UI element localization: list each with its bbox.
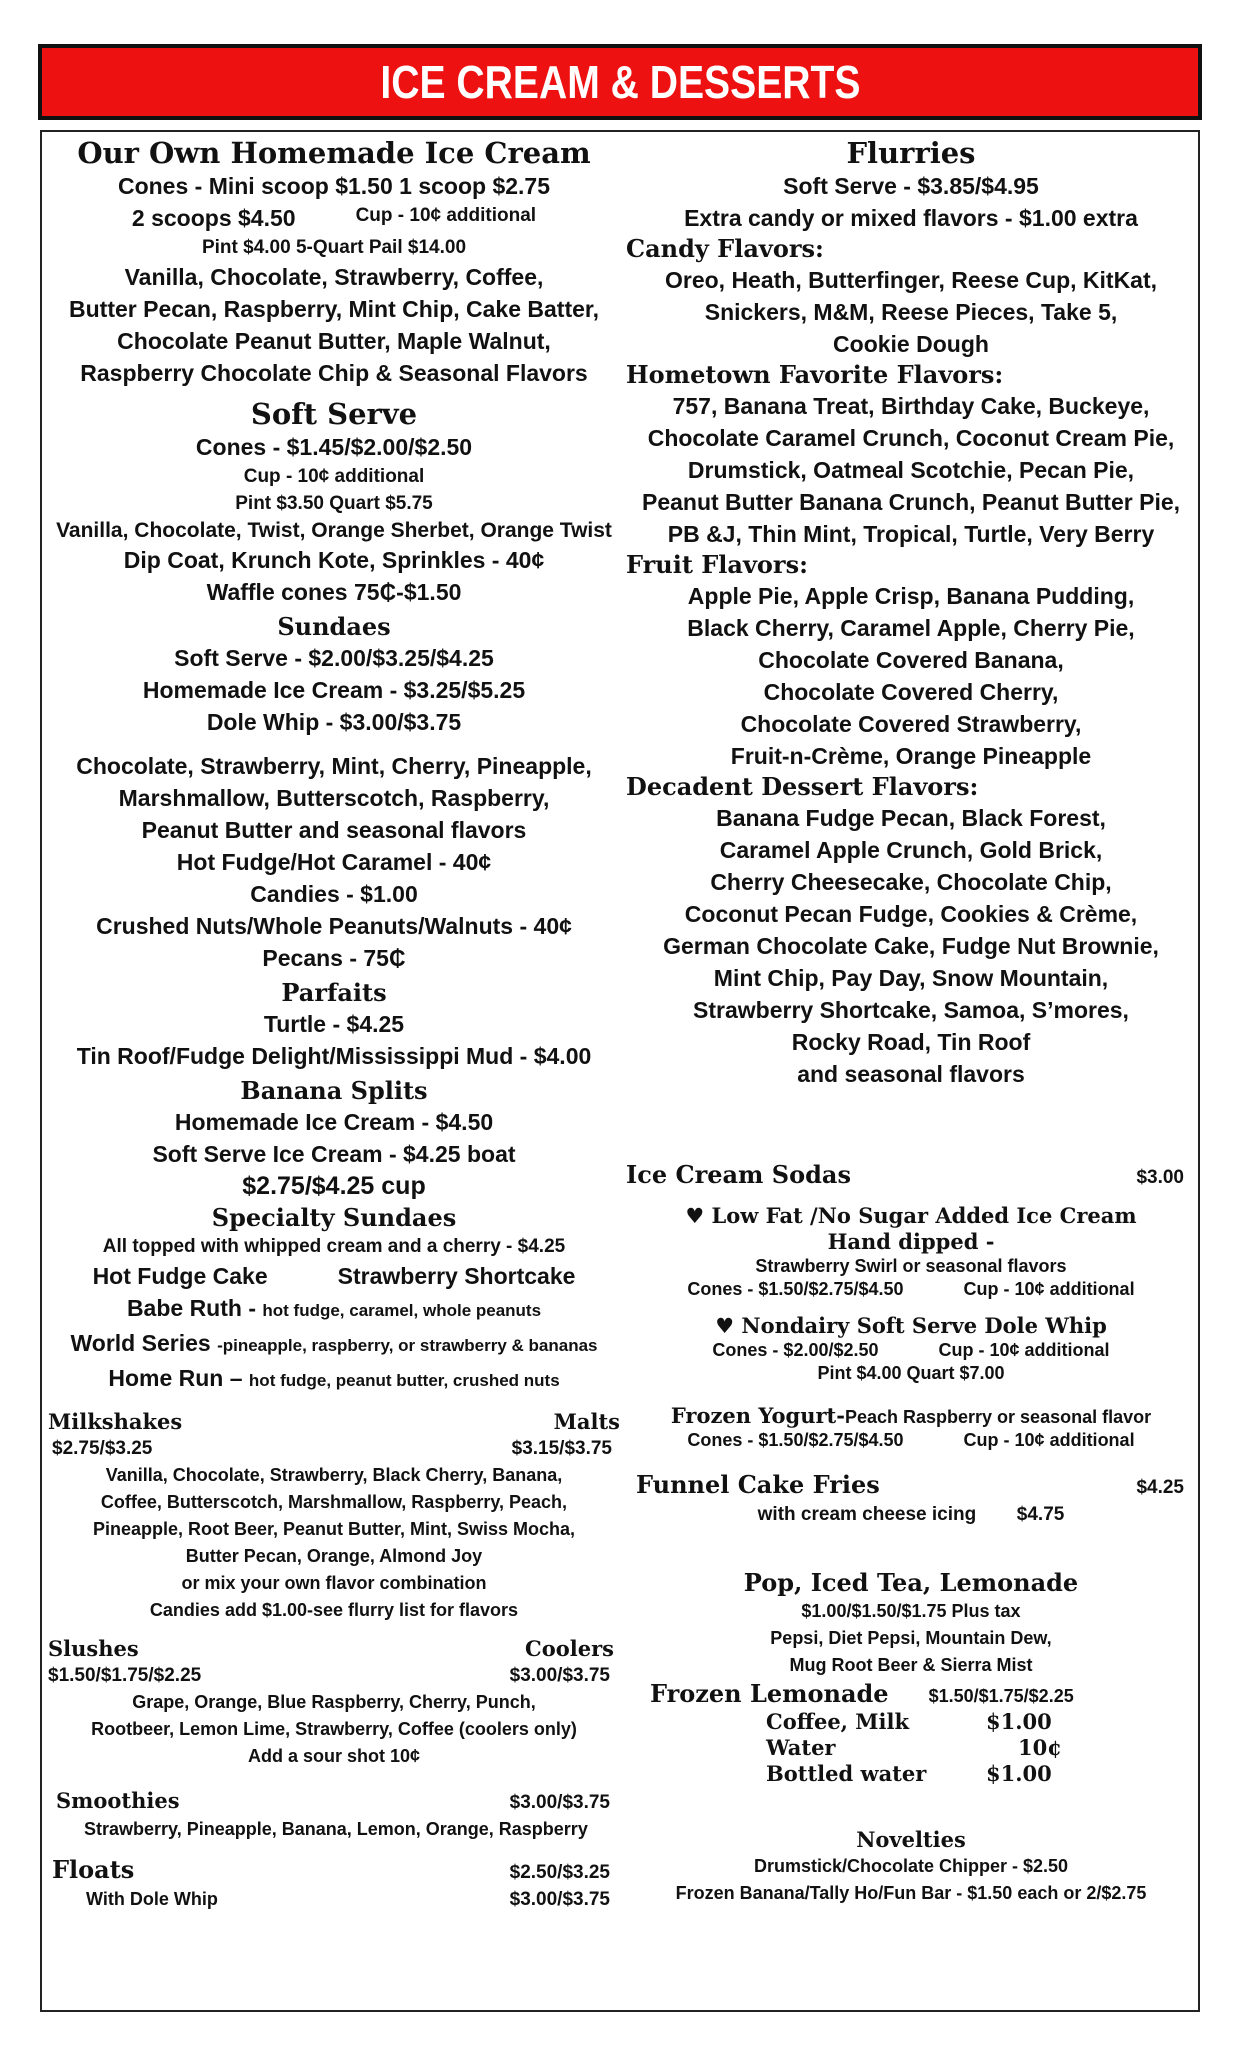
drink-name: Bottled water [766, 1761, 927, 1786]
hometown-line: PB &J, Thin Mint, Tropical, Turtle, Very Berry [667, 521, 1155, 547]
hot-fudge-cake: Hot Fudge Cake [92, 1263, 268, 1289]
fruit-line: Black Cherry, Caramel Apple, Cherry Pie, [687, 615, 1135, 641]
soft-serve-cones: Cones - $1.45/$2.00/$2.50 [195, 434, 473, 460]
frozen-lemonade-title: Frozen Lemonade [650, 1679, 889, 1708]
candy-line: Snickers, M&M, Reese Pieces, Take 5, [704, 299, 1118, 325]
soft-serve-dip: Dip Coat, Krunch Kote, Sprinkles - 40¢ [123, 547, 545, 573]
nondairy-title-text: Nondairy Soft Serve Dole Whip [741, 1313, 1107, 1338]
nondairy-prices [626, 1339, 1196, 1362]
homemade-title: Our Own Homemade Ice Cream [77, 136, 591, 170]
slush-line: Rootbeer, Lemon Lime, Strawberry, Coffee (coolers only) [91, 1719, 577, 1739]
decadent-line: Cherry Cheesecake, Chocolate Chip, [710, 869, 1112, 895]
sundaes-section [44, 612, 624, 974]
milkshake-line: Pineapple, Root Beer, Peanut Butter, Mint, Swiss Mocha, [92, 1519, 576, 1539]
hometown-line: Drumstick, Oatmeal Scotchie, Pecan Pie, [687, 457, 1135, 483]
soft-serve-title: Soft Serve [250, 397, 418, 431]
sundae-topping-line: Peanut Butter and seasonal flavors [141, 817, 527, 843]
milkshake-line: Butter Pecan, Orange, Almond Joy [185, 1546, 483, 1566]
hometown-line: Peanut Butter Banana Crunch, Peanut Butter Pie, [641, 489, 1181, 515]
milkshake-line: Coffee, Butterscotch, Marshmallow, Raspberry, Peach, [100, 1492, 568, 1512]
pop-line: Mug Root Beer & Sierra Mist [789, 1655, 1033, 1675]
home-run-desc: hot fudge, peanut butter, crushed nuts [248, 1371, 560, 1390]
yogurt-title-line [626, 1403, 1196, 1429]
soft-serve-section [44, 397, 624, 608]
floats-section [44, 1855, 624, 1913]
sundae-topping-line: Marshmallow, Butterscotch, Raspberry, [118, 785, 550, 811]
sundae-price-line: Soft Serve - $2.00/$3.25/$4.25 [174, 645, 494, 671]
fruit-title: Fruit Flavors: [626, 550, 808, 579]
candy-section [626, 234, 1196, 360]
heart-icon: ♥ [685, 1203, 705, 1228]
lowfat-title-text: Low Fat /No Sugar Added Ice Cream [711, 1203, 1137, 1228]
specialty-pair [44, 1260, 624, 1292]
flurries-title: Flurries [846, 136, 976, 170]
smoothie-line: Strawberry, Pineapple, Banana, Lemon, Orange, Raspberry [84, 1819, 588, 1839]
title-banner [38, 44, 1202, 120]
lowfat-section [626, 1203, 1196, 1301]
drink-row [766, 1709, 1196, 1735]
fruit-line: Chocolate Covered Cherry, [763, 679, 1059, 705]
fruit-line: Fruit-n-Crème, Orange Pineapple [730, 743, 1092, 769]
lowfat-prices [626, 1278, 1196, 1301]
nondairy-cones: Cones - $2.00/$2.50 [712, 1340, 879, 1360]
funnel-icing: with cream cheese icing [757, 1504, 977, 1525]
decadent-section [626, 772, 1196, 1090]
banana-split-line: Soft Serve Ice Cream - $4.25 boat [152, 1141, 516, 1167]
candy-line: Cookie Dough [833, 331, 989, 357]
milkshakes-section [44, 1409, 624, 1624]
funnel-icing-line [626, 1501, 1196, 1528]
home-run-line [44, 1362, 624, 1397]
drinks-list [626, 1709, 1196, 1787]
floats-price: $2.50/$3.25 [509, 1862, 610, 1883]
soft-serve-pint: Pint $3.50 Quart $5.75 [235, 493, 433, 514]
soft-serve-flavors: Vanilla, Chocolate, Twist, Orange Sherbet, Orange Twist [56, 519, 612, 542]
drink-name: Coffee, Milk [766, 1709, 910, 1734]
banana-split-line: Homemade Ice Cream - $4.50 [174, 1109, 494, 1135]
malts-price: $3.15/$3.75 [511, 1438, 612, 1459]
world-series-desc: -pineapple, raspberry, or strawberry & bananas [217, 1336, 598, 1355]
drink-row [766, 1735, 1196, 1761]
homemade-flavor-line: Butter Pecan, Raspberry, Mint Chip, Cake Batter, [69, 296, 599, 322]
drink-row [766, 1761, 1196, 1787]
lowfat-cup: Cup - 10¢ additional [963, 1279, 1135, 1299]
parfaits-title: Parfaits [281, 978, 387, 1007]
sundae-topping-line: Hot Fudge/Hot Caramel - 40¢ [176, 849, 492, 875]
milkshakes-price: $2.75/$3.25 [52, 1438, 153, 1459]
novelties-section [626, 1827, 1196, 1907]
sundae-topping-line: Crushed Nuts/Whole Peanuts/Walnuts - 40¢ [96, 913, 572, 939]
frozen-lemonade-price: $1.50/$1.75/$2.25 [928, 1686, 1074, 1706]
yogurt-prices [626, 1429, 1196, 1452]
slush-line: Grape, Orange, Blue Raspberry, Cherry, Punch, [132, 1692, 536, 1712]
decadent-line: Mint Chip, Pay Day, Snow Mountain, [713, 965, 1109, 991]
yogurt-section [626, 1403, 1196, 1452]
banana-split-line: $2.75/$4.25 cup [242, 1172, 426, 1200]
sundae-topping-line: Candies - $1.00 [250, 881, 418, 907]
pop-line: Pepsi, Diet Pepsi, Mountain Dew, [770, 1628, 1052, 1648]
flurries-line: Soft Serve - $3.85/$4.95 [783, 173, 1039, 199]
homemade-scoops-line [44, 202, 624, 234]
candy-title: Candy Flavors: [626, 234, 824, 263]
homemade-flavor-line: Raspberry Chocolate Chip & Seasonal Flavors [80, 360, 588, 386]
specialty-section [44, 1203, 624, 1397]
parfait-line: Turtle - $4.25 [263, 1011, 405, 1037]
yogurt-cones: Cones - $1.50/$2.75/$4.50 [687, 1430, 904, 1450]
nondairy-section [626, 1313, 1196, 1385]
milkshakes-title: Milkshakes [48, 1409, 183, 1434]
hometown-line: Chocolate Caramel Crunch, Coconut Cream Pie, [647, 425, 1175, 451]
novelty-line: Frozen Banana/Tally Ho/Fun Bar - $1.50 each or 2/$2.75 [675, 1883, 1147, 1903]
lowfat-subtitle: Hand dipped - [827, 1229, 995, 1254]
lowfat-cones: Cones - $1.50/$2.75/$4.50 [687, 1279, 904, 1299]
slush-line: Add a sour shot 10¢ [247, 1746, 421, 1766]
homemade-section [44, 136, 624, 389]
frozen-lemonade-section [626, 1679, 1196, 1709]
hometown-section [626, 360, 1196, 550]
yogurt-desc: Peach Raspberry or seasonal flavor [844, 1407, 1152, 1427]
right-column [626, 136, 1196, 1907]
sundaes-title: Sundaes [277, 612, 391, 641]
drink-name: Water [766, 1735, 836, 1760]
strawberry-shortcake: Strawberry Shortcake [337, 1263, 576, 1289]
world-series-line [44, 1327, 624, 1362]
nondairy-cup: Cup - 10¢ additional [938, 1340, 1110, 1360]
left-column [44, 136, 624, 1913]
smoothies-section [44, 1788, 624, 1843]
homemade-two-scoops: 2 scoops $4.50 [131, 205, 296, 231]
drink-price: 10¢ [1018, 1735, 1062, 1760]
funnel-price: $4.25 [1136, 1477, 1184, 1498]
floats-dole-price: $3.00/$3.75 [509, 1889, 610, 1910]
flurries-line: Extra candy or mixed flavors - $1.00 extra [684, 205, 1138, 231]
parfait-line: Tin Roof/Fudge Delight/Mississippi Mud - $4.00 [76, 1043, 592, 1069]
sundae-topping-line: Chocolate, Strawberry, Mint, Cherry, Pineapple, [76, 753, 592, 779]
floats-title: Floats [52, 1855, 135, 1884]
specialty-note: All topped with whipped cream and a cherry - $4.25 [102, 1236, 566, 1257]
sundae-topping-line: Pecans - 75₵ [262, 945, 406, 971]
homemade-cones: Cones - Mini scoop $1.50 1 scoop $2.75 [117, 173, 551, 199]
fruit-line: Chocolate Covered Banana, [758, 647, 1064, 673]
sodas-price: $3.00 [1136, 1167, 1184, 1188]
banana-splits-section [44, 1076, 624, 1203]
hometown-line: 757, Banana Treat, Birthday Cake, Buckeye, [672, 393, 1150, 419]
funnel-title: Funnel Cake Fries [636, 1470, 880, 1499]
lowfat-title [626, 1203, 1196, 1229]
decadent-line: and seasonal flavors [797, 1061, 1025, 1087]
yogurt-cup: Cup - 10¢ additional [963, 1430, 1135, 1450]
sundae-price-line: Dole Whip - $3.00/$3.75 [206, 709, 462, 735]
milkshake-line: or mix your own flavor combination [181, 1573, 487, 1593]
homemade-flavor-line: Chocolate Peanut Butter, Maple Walnut, [117, 328, 551, 354]
lowfat-flavors: Strawberry Swirl or seasonal flavors [755, 1256, 1067, 1276]
homemade-cup: Cup - 10¢ additional [355, 205, 537, 226]
homemade-pint: Pint $4.00 5-Quart Pail $14.00 [201, 237, 467, 258]
slushes-price: $1.50/$1.75/$2.25 [48, 1665, 202, 1686]
decadent-line: Caramel Apple Crunch, Gold Brick, [719, 837, 1103, 863]
hometown-title: Hometown Favorite Flavors: [626, 360, 1004, 389]
fruit-section [626, 550, 1196, 772]
funnel-section [626, 1470, 1196, 1528]
funnel-icing-price: $4.75 [1016, 1504, 1065, 1525]
pop-line: $1.00/$1.50/$1.75 Plus tax [801, 1601, 1021, 1621]
home-run-name: Home Run – [108, 1365, 249, 1391]
smoothies-title: Smoothies [56, 1788, 180, 1813]
soft-serve-cup: Cup - 10¢ additional [243, 466, 425, 487]
coolers-title: Coolers [525, 1636, 614, 1661]
flurries-section [626, 136, 1196, 234]
yogurt-title: Frozen Yogurt- [670, 1403, 845, 1428]
novelty-line: Drumstick/Chocolate Chipper - $2.50 [753, 1856, 1069, 1876]
milkshake-line: Vanilla, Chocolate, Strawberry, Black Cherry, Banana, [105, 1465, 563, 1485]
babe-ruth-name: Babe Ruth - [126, 1295, 263, 1321]
drink-price: $1.00 [986, 1761, 1052, 1786]
sundae-price-line: Homemade Ice Cream - $3.25/$5.25 [142, 677, 526, 703]
decadent-line: Coconut Pecan Fudge, Cookies & Crème, [684, 901, 1138, 927]
drink-price: $1.00 [986, 1709, 1052, 1734]
parfaits-section [44, 978, 624, 1072]
page-title: ICE CREAM & DESSERTS [379, 56, 861, 108]
nondairy-title [626, 1313, 1196, 1339]
babe-ruth-desc: hot fudge, caramel, whole peanuts [262, 1301, 542, 1320]
sodas-title: Ice Cream Sodas [626, 1160, 851, 1189]
milkshake-line: Candies add $1.00-see flurry list for flavors [149, 1600, 519, 1620]
world-series-name: World Series [70, 1330, 218, 1356]
nondairy-pint: Pint $4.00 Quart $7.00 [817, 1363, 1005, 1383]
slushes-title: Slushes [48, 1636, 139, 1661]
specialty-title: Specialty Sundaes [211, 1203, 457, 1232]
decadent-line: Banana Fudge Pecan, Black Forest, [716, 805, 1106, 831]
decadent-title: Decadent Dessert Flavors: [626, 772, 979, 801]
novelties-title: Novelties [856, 1827, 966, 1852]
malts-title: Malts [553, 1409, 620, 1434]
floats-dole: With Dole Whip [86, 1889, 218, 1909]
decadent-line: Rocky Road, Tin Roof [791, 1029, 1031, 1055]
fruit-line: Apple Pie, Apple Crisp, Banana Pudding, [687, 583, 1135, 609]
candy-line: Oreo, Heath, Butterfinger, Reese Cup, KitKat, [664, 267, 1158, 293]
sodas-section [626, 1160, 1196, 1191]
babe-ruth-line [44, 1292, 624, 1327]
decadent-line: Strawberry Shortcake, Samoa, S’mores, [693, 997, 1129, 1023]
soft-serve-waffle: Waffle cones 75₵-$1.50 [206, 579, 462, 605]
coolers-price: $3.00/$3.75 [509, 1665, 610, 1686]
pop-section [626, 1568, 1196, 1679]
homemade-flavor-line: Vanilla, Chocolate, Strawberry, Coffee, [124, 264, 544, 290]
decadent-line: German Chocolate Cake, Fudge Nut Brownie, [663, 933, 1159, 959]
heart-icon: ♥ [715, 1313, 735, 1338]
pop-title: Pop, Iced Tea, Lemonade [743, 1568, 1079, 1597]
banana-splits-title: Banana Splits [240, 1076, 428, 1105]
fruit-line: Chocolate Covered Strawberry, [740, 711, 1082, 737]
smoothies-price: $3.00/$3.75 [509, 1792, 610, 1813]
slushes-section [44, 1636, 624, 1770]
